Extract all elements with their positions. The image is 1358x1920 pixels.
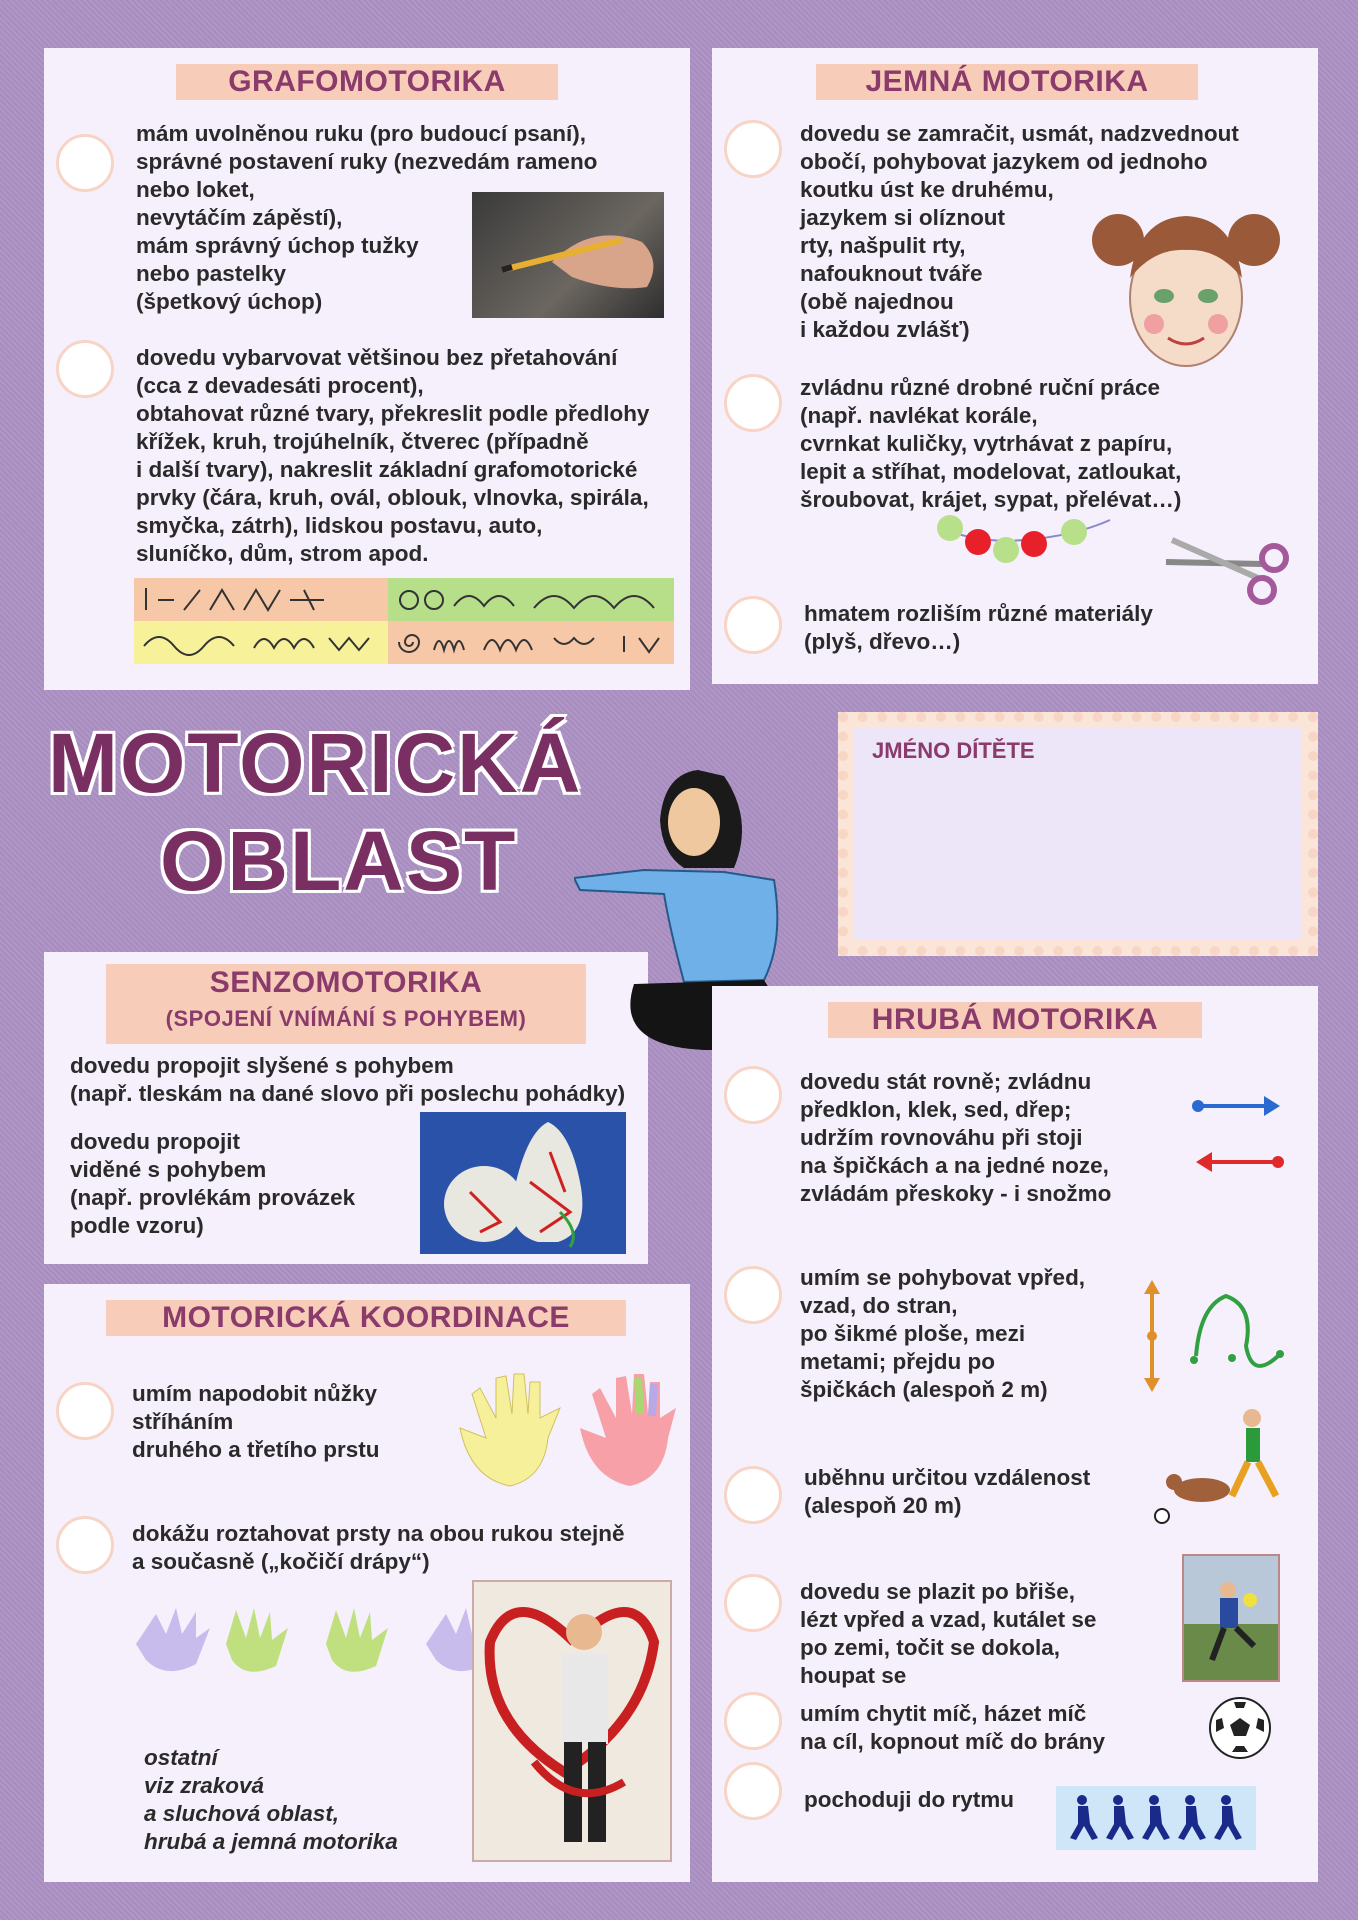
checkbox-circle[interactable] xyxy=(56,340,114,398)
arrows-icon xyxy=(1188,1092,1288,1182)
koordinace-item-1: umím napodobit nůžky stříháním druhého a třetího prstu xyxy=(132,1381,380,1462)
heading-senzomotorika xyxy=(106,964,586,1044)
checkbox-circle[interactable] xyxy=(724,1466,782,1524)
checkbox-circle[interactable] xyxy=(724,374,782,432)
checkbox-circle[interactable] xyxy=(724,596,782,654)
bead-string xyxy=(934,510,1114,570)
grafomotorika-item-2: dovedu vybarvovat většinou bez přetahování (cca z devadesáti procent), obtahovat různé tvary, překreslit podle předlohy křížek, kruh, trojúhelník, čtverec (případně i další tvary), nakreslit základní grafomotorické prvky (čára, kruh, ovál, oblouk, vlnovka, spirála, smyčka, zátrh), lidskou postavu, auto, sluníčko, dům, strom apod. xyxy=(136,345,650,566)
panel-senzomotorika xyxy=(44,952,648,1264)
heading-hruba-motorika: HRUBÁ MOTORIKA xyxy=(828,1002,1202,1038)
checkbox-circle[interactable] xyxy=(724,1266,782,1324)
checkbox-circle[interactable] xyxy=(724,1066,782,1124)
jemna-item-2: zvládnu různé drobné ruční práce (např. navlékat korále, cvrnkat kuličky, vytrhávat z papíru, lepit a stříhat, modelovat, zatloukat, šroubovat, krájet, sypat, přelévat…) xyxy=(800,375,1182,512)
checkbox-circle[interactable] xyxy=(724,120,782,178)
boy-ribbon-photo xyxy=(472,1580,672,1862)
senzo-item-2: dovedu propojit viděné s pohybem (např. provlékám provázek podle vzoru) xyxy=(70,1129,356,1238)
hruba-item-6: pochoduji do rytmu xyxy=(804,1787,1014,1812)
checkbox-circle[interactable] xyxy=(724,1574,782,1632)
girl-face-drawing xyxy=(1088,198,1284,378)
name-box xyxy=(838,712,1318,956)
hruba-item-3: uběhnu určitou vzdálenost (alespoň 20 m) xyxy=(804,1465,1091,1518)
heading-motoricka-koordinace: MOTORICKÁ KOORDINACE xyxy=(106,1300,626,1336)
name-box-label: JMÉNO DÍTĚTE xyxy=(872,738,1035,763)
panel-jemna-motorika xyxy=(712,48,1318,684)
boy-kicking-photo xyxy=(1182,1554,1280,1682)
heading-grafomotorika: GRAFOMOTORIKA xyxy=(176,64,558,100)
panel-hruba-motorika xyxy=(712,986,1318,1882)
checkbox-circle[interactable] xyxy=(724,1762,782,1820)
hruba-item-5: umím chytit míč, házet míč na cíl, kopnout míč do brány xyxy=(800,1701,1106,1754)
checkbox-circle[interactable] xyxy=(56,1516,114,1574)
panel-motoricka-koordinace xyxy=(44,1284,690,1882)
spread-fingers-hands xyxy=(126,1604,506,1680)
jemna-item-3: hmatem rozliším různé materiály (plyš, dřevo…) xyxy=(804,601,1153,654)
panel-grafomotorika xyxy=(44,48,690,690)
heading-senzomotorika-line-2: (SPOJENÍ VNÍMÁNÍ S POHYBEM) xyxy=(165,1006,527,1031)
soccer-ball-icon xyxy=(1208,1696,1272,1760)
jemna-item-1: dovedu se zamračit, usmát, nadzvednout obočí, pohybovat jazykem od jednoho koutku úst ke druhému, jazykem si olíznout rty, našpulit rty, nafouknout tváře (obě najednou i každou zvlášť) xyxy=(800,121,1239,342)
marching-figures-icon xyxy=(1056,1786,1256,1850)
heading-jemna-motorika: JEMNÁ MOTORIKA xyxy=(816,64,1198,100)
grafomotorika-item-1: mám uvolněnou ruku (pro budoucí psaní), správné postavení ruky (nezvedám rameno nebo loket, nevytáčím zápěstí), mám správný úchop tužky nebo pastelky (špetkový úchop) xyxy=(136,121,598,314)
hruba-item-2: umím se pohybovat vpřed, vzad, do stran, po šikmé ploše, mezi metami; přejdu po špičkách (alespoň 2 m) xyxy=(800,1265,1086,1402)
checkbox-circle[interactable] xyxy=(724,1692,782,1750)
main-title-line-1: MOTORICKÁ xyxy=(48,716,583,810)
checkbox-circle[interactable] xyxy=(56,1382,114,1440)
koordinace-note: ostatní viz zraková a sluchová oblast, hrubá a jemná motorika xyxy=(144,1745,398,1854)
senzo-item-1: dovedu propojit slyšené s pohybem (např. tleskám na dané slovo při poslechu pohádky) xyxy=(70,1053,626,1106)
koordinace-item-2: dokážu roztahovat prsty na obou rukou stejně a současně („kočičí drápy“) xyxy=(132,1521,625,1574)
hruba-item-1: dovedu stát rovně; zvládnu předklon, klek, sed, dřep; udržím rovnováhu při stoji na špičkách a na jedné noze, zvládám přeskoky - i snožmo xyxy=(800,1069,1112,1206)
hand-outlines-scissors-fingers xyxy=(440,1368,676,1496)
scissors-icon xyxy=(1162,528,1292,608)
main-title-line-2: OBLAST xyxy=(160,814,518,908)
hruba-item-4: dovedu se plazit po břiše, lézt vpřed a vzad, kutálet se po zemi, točit se dokola, houpat se xyxy=(800,1579,1097,1688)
pear-lacing-photo xyxy=(420,1112,626,1254)
graphomotor-elements-strip xyxy=(134,578,674,664)
running-boy-dog-drawing xyxy=(1152,1406,1302,1526)
movement-paths-icon xyxy=(1136,1276,1296,1396)
checkbox-circle[interactable] xyxy=(56,134,114,192)
heading-senzomotorika-line-1: SENZOMOTORIKA xyxy=(209,966,483,999)
pencil-hand-photo xyxy=(472,192,664,318)
